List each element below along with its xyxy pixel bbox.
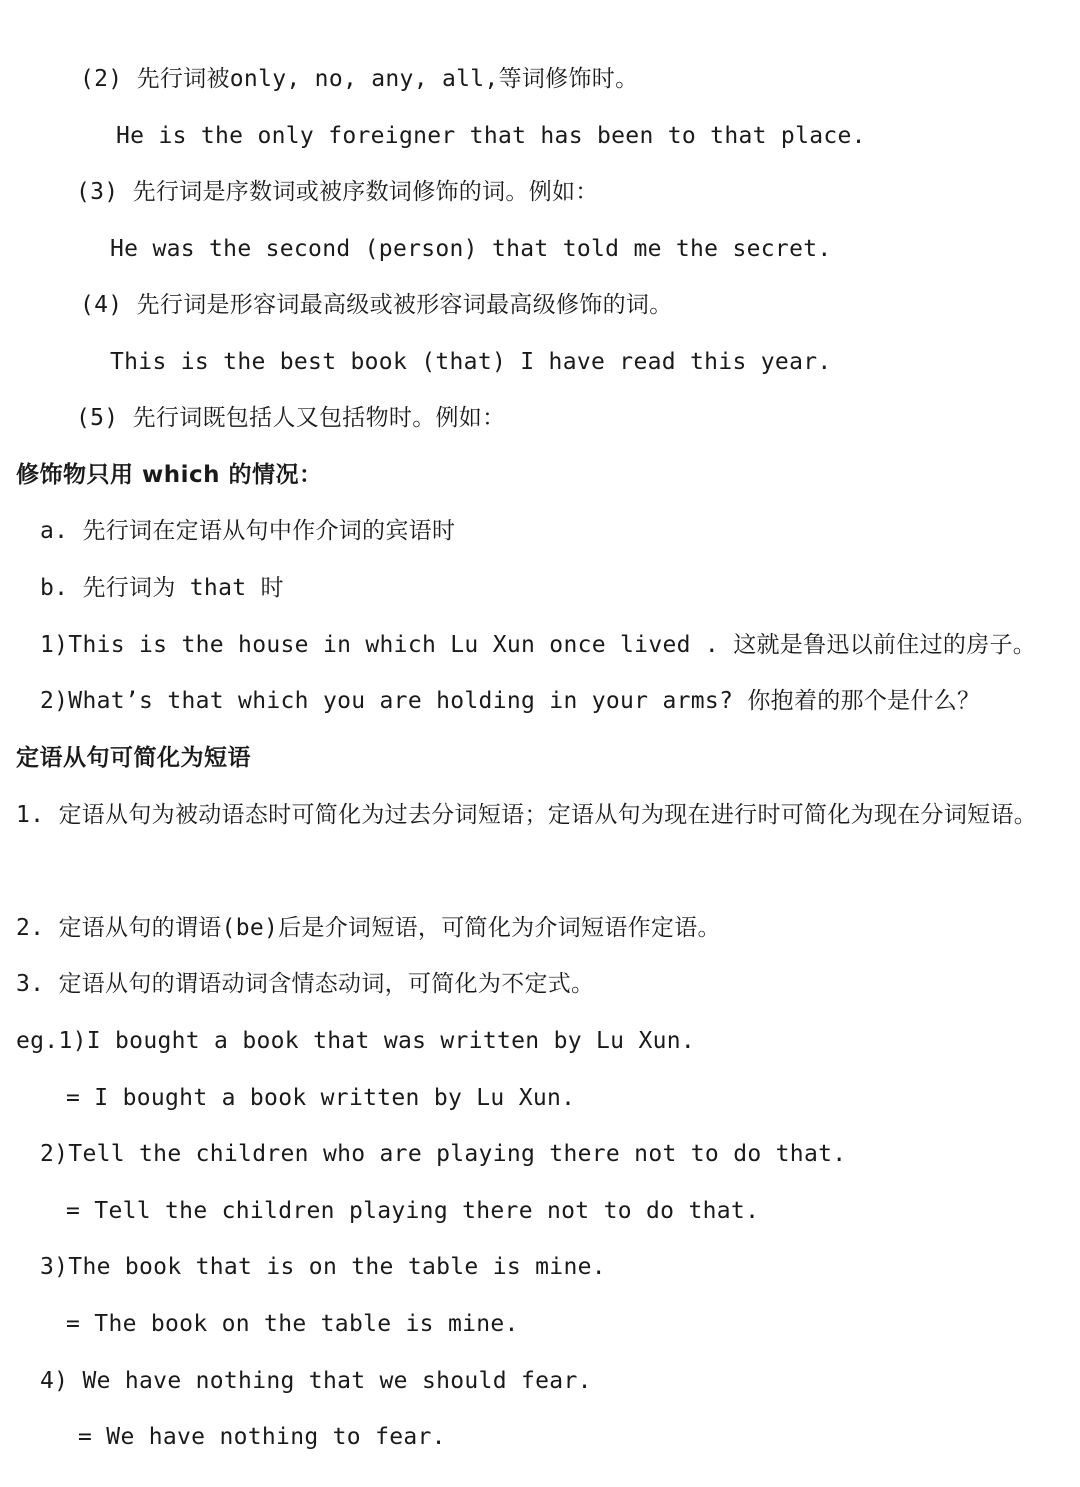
example-sentence: He is the only foreigner that has been to that place. xyxy=(116,123,866,149)
rule-item-3: (3) 先行词是序数词或被序数词修饰的词。例如： xyxy=(76,179,599,205)
example-sentence: 3)The book that is on the table is mine. xyxy=(40,1254,606,1280)
rule-item-5: (5) 先行词既包括人又包括物时。例如： xyxy=(76,405,506,431)
example-rewrite: = Tell the children playing there not to do that. xyxy=(66,1198,760,1224)
section-heading-which: 修饰物只用 which 的情况： xyxy=(16,462,323,488)
example-sentence: He was the second (person) that told me the secret. xyxy=(110,236,832,262)
rule-item-1: 1. 定语从句为被动语态时可简化为过去分词短语；定语从句为现在进行时可简化为现在分词短语。 xyxy=(16,802,1038,828)
example-sentence: 4) We have nothing that we should fear. xyxy=(40,1368,592,1394)
example-sentence: This is the best book (that) I have read this year. xyxy=(110,349,832,375)
example-rewrite: = The book on the table is mine. xyxy=(66,1311,519,1337)
example-sentence: 1)This is the house in which Lu Xun once lived . 这就是鲁迅以前住过的房子。 xyxy=(40,632,1037,658)
example-sentence: eg.1)I bought a book that was written by Lu Xun. xyxy=(16,1028,696,1054)
rule-item-3: 3. 定语从句的谓语动词含情态动词，可简化为不定式。 xyxy=(16,971,595,997)
rule-item-2: (2) 先行词被only, no, any, all,等词修饰时。 xyxy=(80,66,639,92)
section-heading-simplify: 定语从句可简化为短语 xyxy=(16,745,251,771)
example-sentence: 2)Tell the children who are playing there not to do that. xyxy=(40,1141,847,1167)
example-rewrite: = I bought a book written by Lu Xun. xyxy=(66,1085,576,1111)
rule-item-2: 2. 定语从句的谓语(be)后是介词短语，可简化为介词短语作定语。 xyxy=(16,915,721,941)
example-sentence: 2)What’s that which you are holding in your arms? 你抱着的那个是什么？ xyxy=(40,688,981,714)
rule-item-b: b. 先行词为 that 时 xyxy=(40,575,284,601)
example-rewrite: = We have nothing to fear. xyxy=(78,1424,446,1450)
rule-item-a: a. 先行词在定语从句中作介词的宾语时 xyxy=(40,518,456,544)
rule-item-4: (4) 先行词是形容词最高级或被形容词最高级修饰的词。 xyxy=(80,292,673,318)
